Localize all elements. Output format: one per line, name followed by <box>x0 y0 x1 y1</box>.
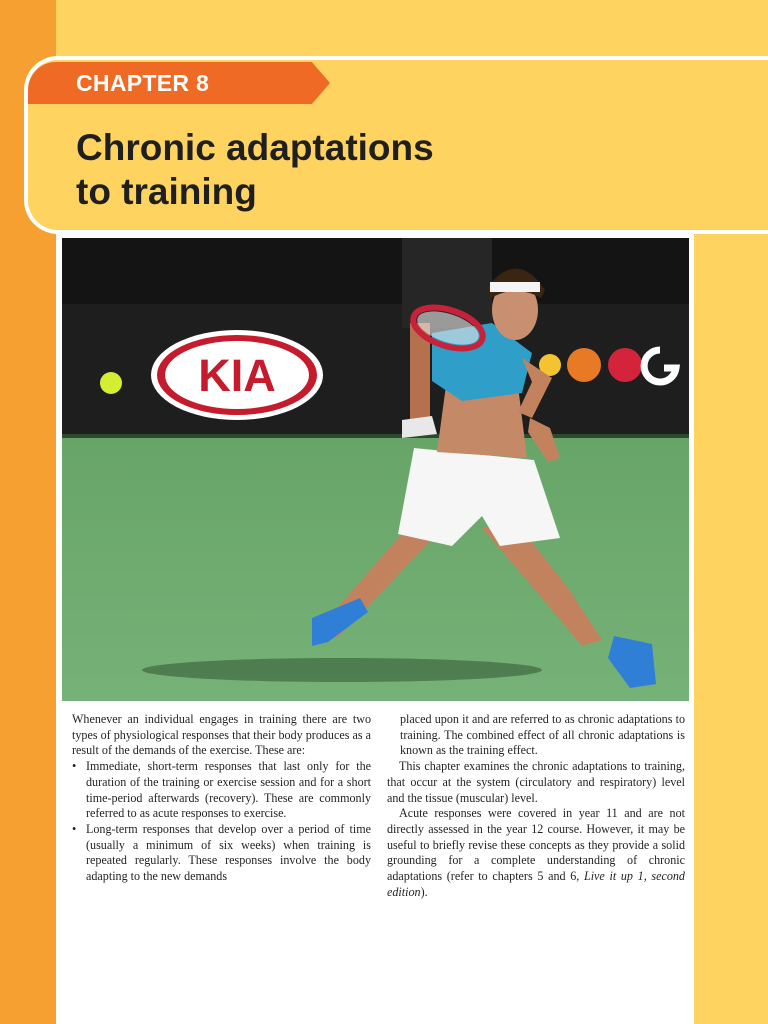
chapter-title-line-2: to training <box>76 171 257 212</box>
book-reference: Live it up 1, second edition <box>387 869 685 899</box>
list-item-chronic: • Long-term responses that develop over a period of time (usually a minimum of six weeks) when training is repeated regularly. These responses involve the body adapting to the new demands <box>72 822 371 885</box>
response-list <box>72 759 371 885</box>
body-column-right <box>387 712 685 900</box>
chapter-title <box>76 126 676 214</box>
revision-paragraph <box>387 806 685 900</box>
body-column-left <box>72 712 371 885</box>
top-band <box>56 0 768 58</box>
sponsor-logo: KIA <box>198 350 276 401</box>
revision-text: Acute responses were covered in year 11 and are not directly assessed in the year 12 course. However, it may be useful to briefly revise these concepts as they provide a solid grounding for a complete understanding of chronic adaptations (refer to chapters 5 and 6, <box>387 806 685 884</box>
list-item-acute: • Immediate, short-term responses that last only for the duration of the training or exercise session and for a short time-period afterwards (recovery). These are commonly referred to as acute responses to exercise. <box>72 759 371 822</box>
intro-paragraph: Whenever an individual engages in training there are two types of physiological responses that their body produces as a result of the demands of the exercise. These are: <box>72 712 371 758</box>
overview-paragraph: This chapter examines the chronic adaptations to training, that occur at the system (circulatory and respiratory) level and the tissue (muscular) level. <box>387 759 685 805</box>
tennis-player-photo <box>62 238 689 701</box>
list-item-chronic-continued: placed upon it and are referred to as chronic adaptations to training. The combined effect of all chronic adaptations is known as the training effect. <box>400 712 685 758</box>
chapter-title-line-1: Chronic adaptations <box>76 127 434 168</box>
chapter-label: CHAPTER 8 <box>76 70 210 96</box>
revision-text-end: ). <box>420 884 428 899</box>
